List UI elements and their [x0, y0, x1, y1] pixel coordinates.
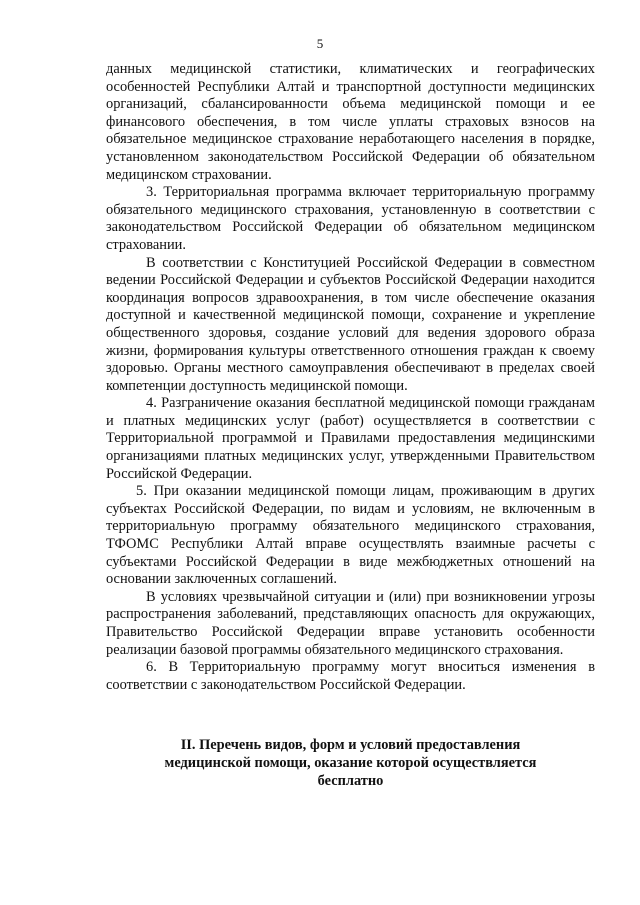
section-heading-line-2: медицинской помощи, оказание которой осуществляется — [164, 755, 537, 771]
paragraph-item-4: 4. Разграничение оказания бесплатной медицинской помощи гражданам и платных медицинских услуг (работ) осуществляется в соответствии с Территориальной программой и Правилами предоставления медицинскими организациями платных медицинских услуг, утвержденными Правительством Российской Федерации. — [106, 395, 595, 482]
section-heading-line-3: бесплатно — [317, 773, 384, 789]
body-text — [106, 61, 595, 694]
page-number: 5 — [316, 36, 324, 51]
section-heading — [106, 736, 595, 790]
paragraph-item-5: 5. При оказании медицинской помощи лицам, проживающим в других субъектах Российской Федерации, по видам и условиям, не включенным в территориальную программу обязательного медицинского страхования, ТФОМС Республики Алтай вправе осуществлять взаимные расчеты с субъектами Российской Федерации в виде межбюджетных отношений на основании заключенных соглашений. — [106, 483, 595, 588]
paragraph-constitution: В соответствии с Конституцией Российской Федерации в совместном ведении Российской Федерации и субъектов Российской Федерации находится координация вопросов здравоохранения, в том числе обеспечение оказания доступной и качественной медицинской помощи, сохранение и укрепление общественного здоровья, создание условий для ведения здорового образа жизни, формирования культуры ответственного отношения граждан к своему здоровью. Органы местного самоуправления обеспечивают в пределах своей компетенции доступность медицинской помощи. — [106, 254, 595, 394]
section-heading-line-1: II. Перечень видов, форм и условий предоставления — [180, 737, 521, 753]
paragraph-item-6: 6. В Территориальную программу могут вноситься изменения в соответствии с законодательством Российской Федерации. — [106, 659, 595, 693]
paragraph-emergency: В условиях чрезвычайной ситуации и (или) при возникновении угрозы распространения заболеваний, представляющих опасность для окружающих, Правительство Российской Федерации вправе установить особенности реализации базовой программы обязательного медицинского страхования. — [106, 588, 595, 658]
paragraph-item-3: 3. Территориальная программа включает территориальную программу обязательного медицинского страхования, установленную в соответствии с законодательством Российской Федерации об обязательном медицинском страховании. — [106, 184, 595, 253]
paragraph-continuation: данных медицинской статистики, климатических и географических особенностей Республики Алтай и транспортной доступности медицинских организаций, сбалансированности объема медицинской помощи и ее финансового обеспечения, в том числе уплаты страховых взносов на обязательное медицинское страхование неработающего населения в порядке, установленном законодательством Российской Федерации об обязательном медицинском страховании. — [106, 61, 595, 183]
